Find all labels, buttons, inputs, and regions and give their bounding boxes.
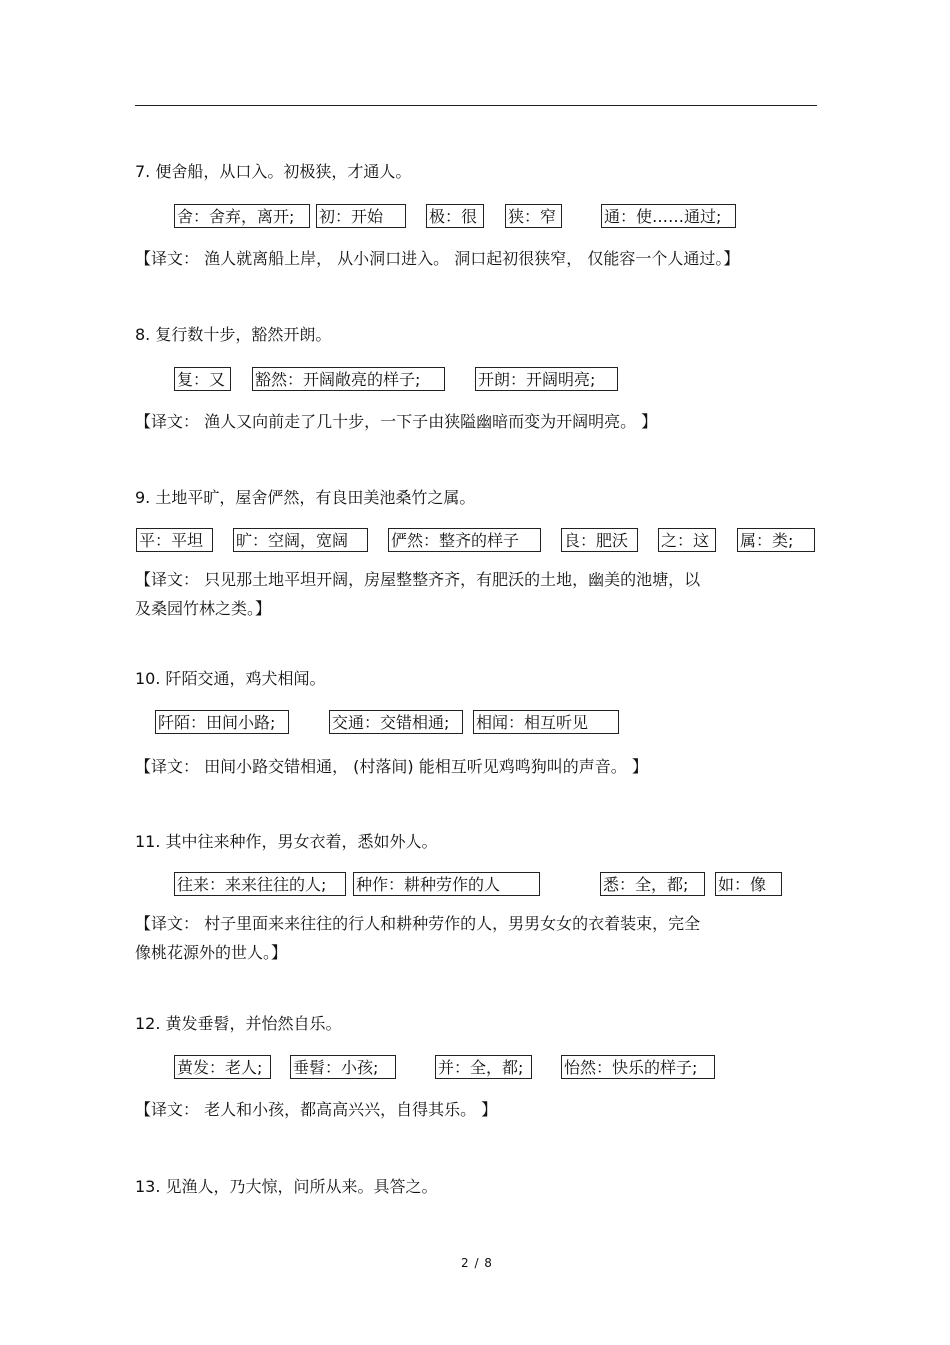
note-box: 如：像 [715, 872, 782, 896]
translation-7: 【译文： 渔人就离船上岸， 从小洞口进入。 洞口起初很狭窄， 仅能容一个人通过。】 [135, 249, 740, 268]
header-rule [135, 105, 817, 106]
translation-10: 【译文： 田间小路交错相通， (村落间) 能相互听见鸡鸣狗叫的声音。 】 [135, 757, 648, 776]
translation-9-line-1: 【译文： 只见那土地平坦开阔，房屋整整齐齐，有肥沃的土地，幽美的池塘，以 [135, 570, 701, 589]
translation-8: 【译文： 渔人又向前走了几十步，一下子由狭隘幽暗而变为开阔明亮。 】 [135, 412, 658, 431]
note-box: 豁然：开阔敞亮的样子; [252, 367, 445, 391]
note-box: 并：全，都; [435, 1055, 532, 1079]
sentence-9: 9. 土地平旷，屋舍俨然，有良田美池桑竹之属。 [135, 488, 476, 507]
note-box: 旷：空阔，宽阔 [233, 528, 368, 552]
note-box: 往来：来来往往的人; [174, 872, 346, 896]
page-number: 2 / 8 [461, 1256, 493, 1270]
note-box: 俨然：整齐的样子 [388, 528, 541, 552]
sentence-10: 10. 阡陌交通，鸡犬相闻。 [135, 669, 326, 688]
note-box: 种作：耕种劳作的人 [353, 872, 540, 896]
translation-12: 【译文： 老人和小孩，都高高兴兴，自得其乐。 】 [135, 1100, 498, 1119]
note-box: 相闻：相互听见 [473, 710, 619, 734]
note-box: 阡陌：田间小路; [155, 710, 289, 734]
sentence-11: 11. 其中往来种作，男女衣着，悉如外人。 [135, 832, 438, 851]
sentence-8: 8. 复行数十步，豁然开朗。 [135, 325, 332, 344]
note-box: 平：平坦 [136, 528, 213, 552]
note-box: 良：肥沃 [561, 528, 638, 552]
note-box: 黄发：老人; [174, 1055, 271, 1079]
note-box: 通：使……通过; [601, 204, 736, 228]
sentence-13: 13. 见渔人，乃大惊，问所从来。具答之。 [135, 1177, 438, 1196]
sentence-12: 12. 黄发垂髫，并怡然自乐。 [135, 1014, 342, 1033]
translation-9-line-2: 及桑园竹林之类。】 [135, 599, 272, 618]
note-box: 初：开始 [316, 204, 406, 228]
note-box: 复：又 [174, 367, 231, 391]
sentence-7: 7. 便舍船，从口入。初极狭，才通人。 [135, 162, 412, 181]
note-box: 舍：舍弃，离开; [174, 204, 310, 228]
note-box: 极：很 [426, 204, 484, 228]
note-box: 属：类; [737, 528, 815, 552]
note-box: 之：这 [658, 528, 716, 552]
note-box: 交通：交错相通; [329, 710, 463, 734]
note-box: 怡然：快乐的样子; [561, 1055, 715, 1079]
note-box: 开朗：开阔明亮; [475, 367, 618, 391]
note-box: 狭：窄 [505, 204, 562, 228]
translation-11-line-1: 【译文： 村子里面来来往往的行人和耕种劳作的人，男男女女的衣着装束，完全 [135, 914, 701, 933]
translation-11-line-2: 像桃花源外的世人。】 [135, 943, 288, 962]
note-box: 垂髫：小孩; [290, 1055, 396, 1079]
note-box: 悉：全，都; [600, 872, 705, 896]
